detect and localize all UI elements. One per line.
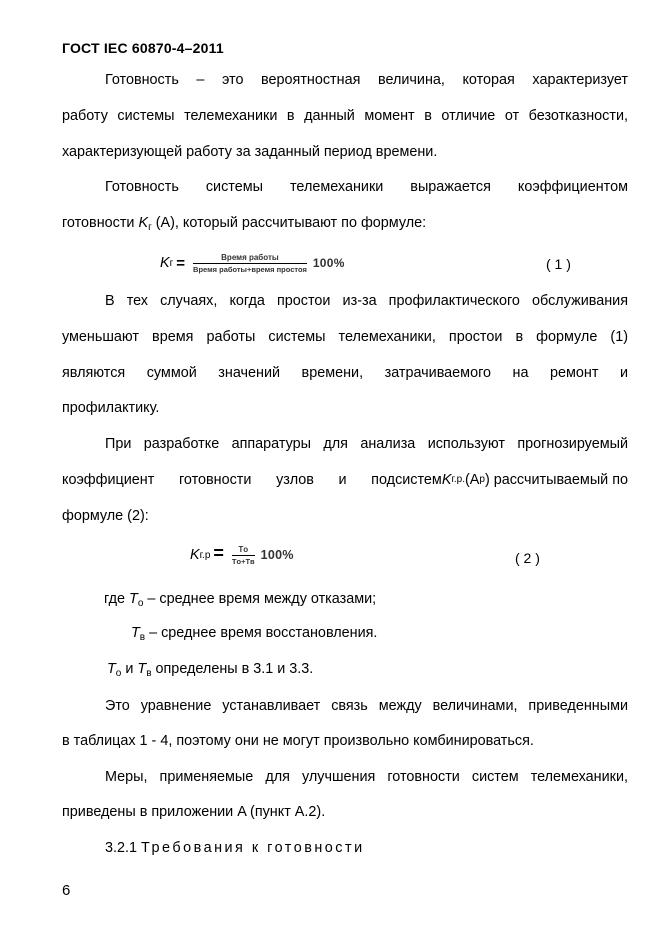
percent-factor: 100% (260, 548, 294, 562)
text-span: – среднее время между отказами; (143, 591, 377, 607)
equals-sign: = (213, 542, 224, 563)
symbol-subscript: г.р. (451, 474, 465, 485)
equation-number: ( 2 ) (515, 550, 540, 566)
formula-lhs-subscript: г.р (199, 549, 211, 561)
paragraph-line (62, 214, 628, 237)
fraction-denominator: Время работы+время простоя (193, 264, 307, 274)
document-header: ГОСТ IEC 60870-4–2011 (62, 40, 224, 56)
paragraph-line: Готовность – это вероятностная величина, которая характеризует (105, 72, 628, 88)
fraction-bar (193, 263, 307, 264)
where-line (104, 590, 376, 613)
symbol-k: K (138, 215, 149, 231)
paragraph-line: формуле (2): (62, 508, 149, 524)
paragraph-line: Готовность системы телемеханики выражается коэффициентом (105, 179, 628, 195)
text-span: и (121, 661, 138, 677)
formula-lhs-subscript: г (169, 257, 174, 269)
paragraph-line: Меры, применяемые для улучшения готовности систем телемеханики, (105, 769, 628, 785)
symbol-subscript: в (146, 668, 152, 679)
symbol-subscript: г (148, 222, 152, 233)
section-number: 3.2.1 (105, 840, 142, 856)
text-span: – среднее время восстановления. (145, 625, 378, 641)
text-span: рассчитываемый по (489, 472, 628, 488)
paragraph-line: работу системы телемеханики в данный момент в отличие от безотказности, (62, 108, 628, 124)
symbol-t: T (131, 625, 140, 641)
paragraph-line: являются суммой значений времени, затрачиваемого на ремонт и (62, 365, 628, 381)
symbol-subscript: в (139, 632, 146, 643)
paragraph-line: приведены в приложении A (пункт A.2). (62, 804, 326, 820)
formula-lhs: K (160, 255, 170, 271)
text-span: ) (484, 472, 490, 488)
text-span: (A), который рассчитывают по формуле: (151, 215, 427, 231)
text-span: готовности (62, 215, 139, 231)
fraction-numerator: Tо (238, 544, 249, 554)
paragraph-line: уменьшают время работы системы телемеханики, простои в формуле (1) (62, 329, 628, 345)
section-title: Требования к готовности (141, 840, 365, 856)
fraction-bar (232, 555, 255, 556)
fraction (193, 253, 307, 274)
paragraph-line: характеризующей работу за заданный период времени. (62, 144, 438, 160)
where-line (107, 660, 313, 683)
fraction-denominator: Tо+Tв (231, 556, 255, 566)
symbol-subscript: р (479, 474, 485, 485)
paragraph-line: профилактику. (62, 400, 160, 416)
paragraph-line (62, 471, 628, 489)
section-heading (105, 839, 365, 857)
paragraph-line: в таблицах 1 - 4, поэтому они не могут произвольно комбинироваться. (62, 733, 534, 749)
where-line (131, 624, 377, 647)
symbol-t: T (107, 661, 116, 677)
formula-1 (160, 252, 345, 274)
percent-factor: 100% (312, 256, 345, 270)
text-span: коэффициент готовности узлов и подсистем (62, 472, 442, 488)
symbol-subscript: о (115, 668, 122, 679)
formula-2 (190, 542, 294, 568)
symbol-t: T (137, 661, 147, 677)
fraction-numerator: Время работы (221, 252, 279, 262)
symbol-t: T (129, 591, 138, 607)
paragraph-line: При разработке аппаратуры для анализа используют прогнозируемый (105, 436, 628, 452)
symbol-subscript: о (137, 598, 144, 609)
formula-lhs: K (190, 547, 200, 563)
paragraph-line: Это уравнение устанавливает связь между величинами, приведенными (105, 698, 628, 714)
symbol-k: K (441, 472, 452, 488)
equation-number: ( 1 ) (546, 256, 571, 272)
page-number: 6 (62, 882, 71, 899)
equals-sign: = (176, 254, 186, 272)
fraction (232, 545, 255, 566)
text-span: где (104, 591, 130, 607)
text-span: (A (464, 472, 480, 488)
text-span: определены в 3.1 и 3.3. (151, 661, 314, 677)
paragraph-line: В тех случаях, когда простои из-за профилактического обслуживания (105, 293, 628, 309)
